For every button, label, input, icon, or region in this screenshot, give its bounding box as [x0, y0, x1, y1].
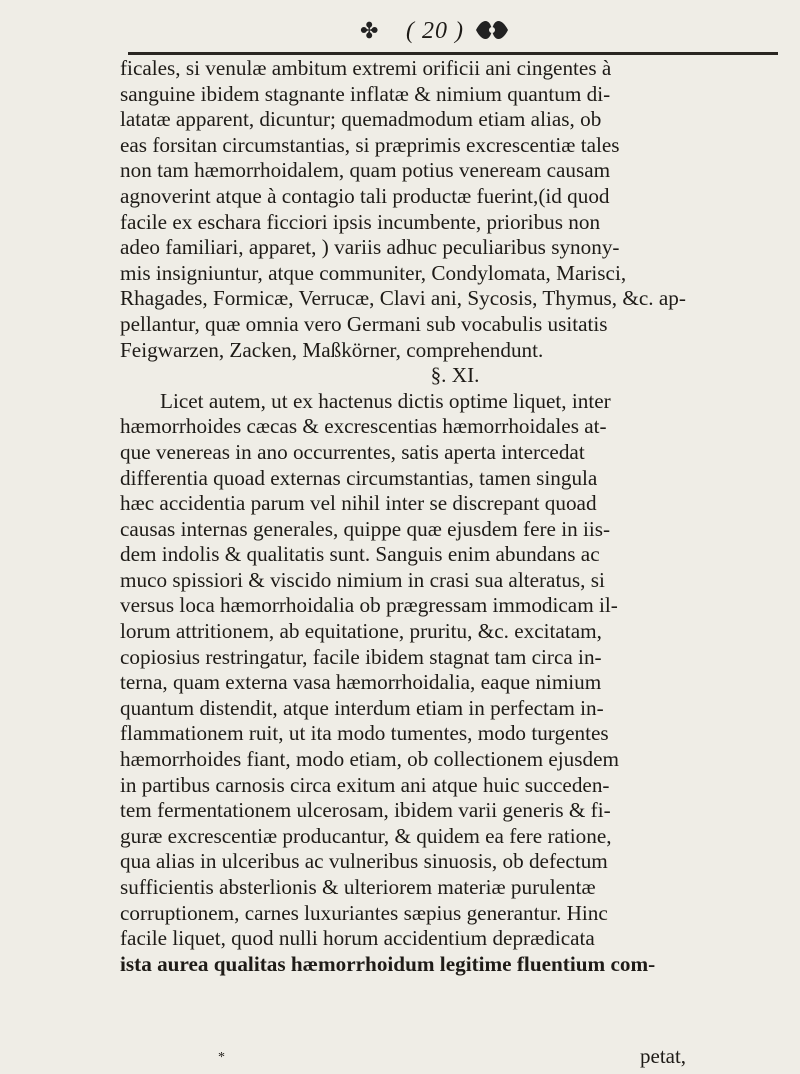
text-line: hæc accidentia parum vel nihil inter se discrepant quoad [120, 491, 597, 516]
text-line: sanguine ibidem stagnante inflatæ & nimium quantum di- [120, 81, 611, 106]
text-line: hæmorrhoides fiant, modo etiam, ob collectionem ejusdem [120, 747, 619, 772]
signature-mark: * [218, 1050, 225, 1065]
text-line: corruptionem, carnes luxuriantes sæpius generantur. Hinc [120, 900, 608, 925]
text-line: differentia quoad externas circumstantias, tamen singula [120, 465, 598, 490]
text-line: flammationem ruit, ut ita modo tumentes, modo turgentes [120, 721, 609, 746]
text-line: dem indolis & qualitatis sunt. Sanguis enim abundans ac [120, 542, 600, 567]
text-line: hæmorrhoides cæcas & excrescentias hæmorrhoidales at- [120, 414, 607, 439]
text-line: que venereas in ano occurrentes, satis aperta intercedat [120, 439, 585, 464]
text-line: non tam hæmorrhoidalem, quam potius veneream causam [120, 158, 611, 183]
ornament-left-icon: ✤ [360, 18, 379, 43]
text-line: versus loca hæmorrhoidalia ob prægressam immodicam il- [120, 593, 618, 618]
text-line: guræ excrescentiæ producantur, & quidem ea fere ratione, [120, 823, 612, 848]
text-line: in partibus carnosis circa exitum ani atque huic succeden- [120, 772, 610, 797]
text-line: Licet autem, ut ex hactenus dictis optime liquet, inter [160, 388, 611, 413]
text-line: Rhagades, Formicæ, Verrucæ, Clavi ani, Sycosis, Thymus, &c. ap- [120, 286, 686, 311]
catchword: petat, [640, 1044, 687, 1068]
text-line: facile liquet, quod nulli horum accidentium deprædicata [120, 926, 595, 951]
text-line: tem fermentationem ulcerosam, ibidem varii generis & fi- [120, 798, 611, 823]
text-line: quantum distendit, atque interdum etiam in perfectam in- [120, 695, 604, 720]
text-line: eas forsitan circumstantias, si præprimis excrescentiæ tales [120, 132, 620, 157]
text-line: ficales, si venulæ ambitum extremi orificii ani cingentes à [120, 56, 612, 80]
text-line: muco spissiori & viscido nimium in crasi sua alteratus, si [120, 567, 605, 592]
section-heading: §. XI. [430, 363, 480, 388]
text-line: pellantur, quæ omnia vero Germani sub vocabulis usitatis [120, 311, 608, 336]
text-line: causas internas generales, quippe quæ ejusdem fere in iis- [120, 516, 611, 541]
text-line: adeo familiari, apparet, ) variis adhuc peculiaribus synony- [120, 235, 620, 260]
text-line: latatæ apparent, dicuntur; quemadmodum etiam alias, ob [120, 107, 602, 132]
text-line: mis insigniuntur, atque communiter, Condylomata, Marisci, [120, 260, 627, 285]
header-rule [128, 52, 778, 55]
page-header [0, 8, 800, 52]
text-line: agnoverint atque à contagio tali productæ fuerint,(id quod [120, 183, 610, 208]
page-number: ( 20 ) [406, 18, 464, 44]
text-line: ista aurea qualitas hæmorrhoidum legitime fluentium com- [120, 951, 656, 976]
text-line: facile ex eschara ficciori ipsis incumbente, prioribus non [120, 209, 601, 234]
text-line: copiosius restringatur, facile ibidem stagnat tam circa in- [120, 644, 602, 669]
text-line: terna, quam externa vasa hæmorrhoidalia, eaque nimium [120, 670, 602, 695]
text-line: lorum attritionem, ab equitatione, pruritu, &c. excitatam, [120, 619, 602, 644]
fleuron-icon [472, 16, 512, 44]
text-line: Feigwarzen, Zacken, Maßkörner, comprehendunt. [120, 337, 544, 362]
text-line: sufficientis absterlionis & ulteriorem materiæ purulentæ [120, 875, 596, 899]
main-text [120, 56, 790, 977]
text-line: qua alias in ulceribus ac vulneribus sinuosis, ob defectum [120, 849, 608, 874]
